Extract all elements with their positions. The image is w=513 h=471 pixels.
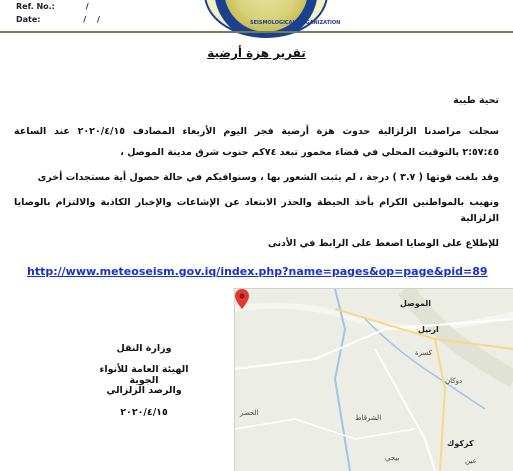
- ref-label: Ref. No.:: [16, 2, 55, 11]
- date-value-day: /: [83, 15, 87, 24]
- recommendations-link[interactable]: http://www.meteoseism.gov.iq/index.php?name=pages&op=page&pid=89: [27, 265, 488, 278]
- ref-value: /: [85, 2, 89, 11]
- map-label-place-5: بيجي: [385, 454, 400, 462]
- header-divider: [0, 31, 513, 33]
- map-label-place-6: عين: [465, 457, 477, 465]
- body-line-5: الزلزالية: [460, 213, 499, 224]
- map-label-place-2: دوكان: [445, 377, 463, 385]
- body-line-1: سجلت مراصدنا الزلزالية حدوث هزة أرضية فجر اليوم الأربعاء المصادف ٢٠٢٠/٤/١٥ عند الساعة: [14, 126, 500, 137]
- date-label: Date:: [16, 15, 41, 24]
- epicenter-map[interactable]: [234, 288, 513, 471]
- report-title: تقرير هزة أرضية: [207, 46, 306, 60]
- date-value-month: /: [97, 15, 100, 24]
- body-line-2: ٢:٥٧:٤٥ بالتوقيت المحلي في قضاء مخمور تبعد ٧٤كم جنوب شرق مدينة الموصل ،: [120, 147, 499, 158]
- signature-authority: الهيئة العامة للأنواء الجوية: [99, 364, 189, 386]
- map-label-place-1: كسرة: [415, 349, 433, 357]
- body-line-4: ونهيب بالمواطنين الكرام بأخذ الحيطة والحذر الابتعاد عن الإشاعات والإخبار الكاذبة والالتزام بالوصايا: [14, 197, 499, 208]
- map-label-kirkuk: كركوك: [447, 439, 474, 448]
- signature-ministry: وزارة النقل: [116, 343, 172, 354]
- map-label-place-3: الحضر: [240, 409, 259, 417]
- map-label-place-4: الشرقاط: [355, 414, 382, 422]
- body-line-6: للإطلاع على الوصايا اضغط على الرابط في الأدنى: [267, 238, 499, 249]
- ref-number-row: [16, 2, 89, 11]
- map-label-erbil: اربيل: [418, 325, 439, 334]
- greeting: تحية طيبة: [453, 95, 499, 106]
- map-label-mosul: الموصل: [400, 299, 431, 308]
- body-line-3: وقد بلغت قوتها ( ٣.٧ ) درجة ، لم يثبت الشعور بها ، وسنوافيكم في حالة حصول أية مستجدات أخرى: [37, 172, 499, 183]
- logo-text: SEISMOLOGICAL ORGANIZATION: [250, 20, 341, 26]
- signature-date: ٢٠٢٠/٤/١٥: [120, 407, 168, 418]
- signature-department: والرصد الزلزالي: [106, 385, 182, 396]
- date-row: [16, 15, 100, 24]
- location-pin-icon[interactable]: [235, 289, 249, 309]
- letterhead: [0, 0, 513, 40]
